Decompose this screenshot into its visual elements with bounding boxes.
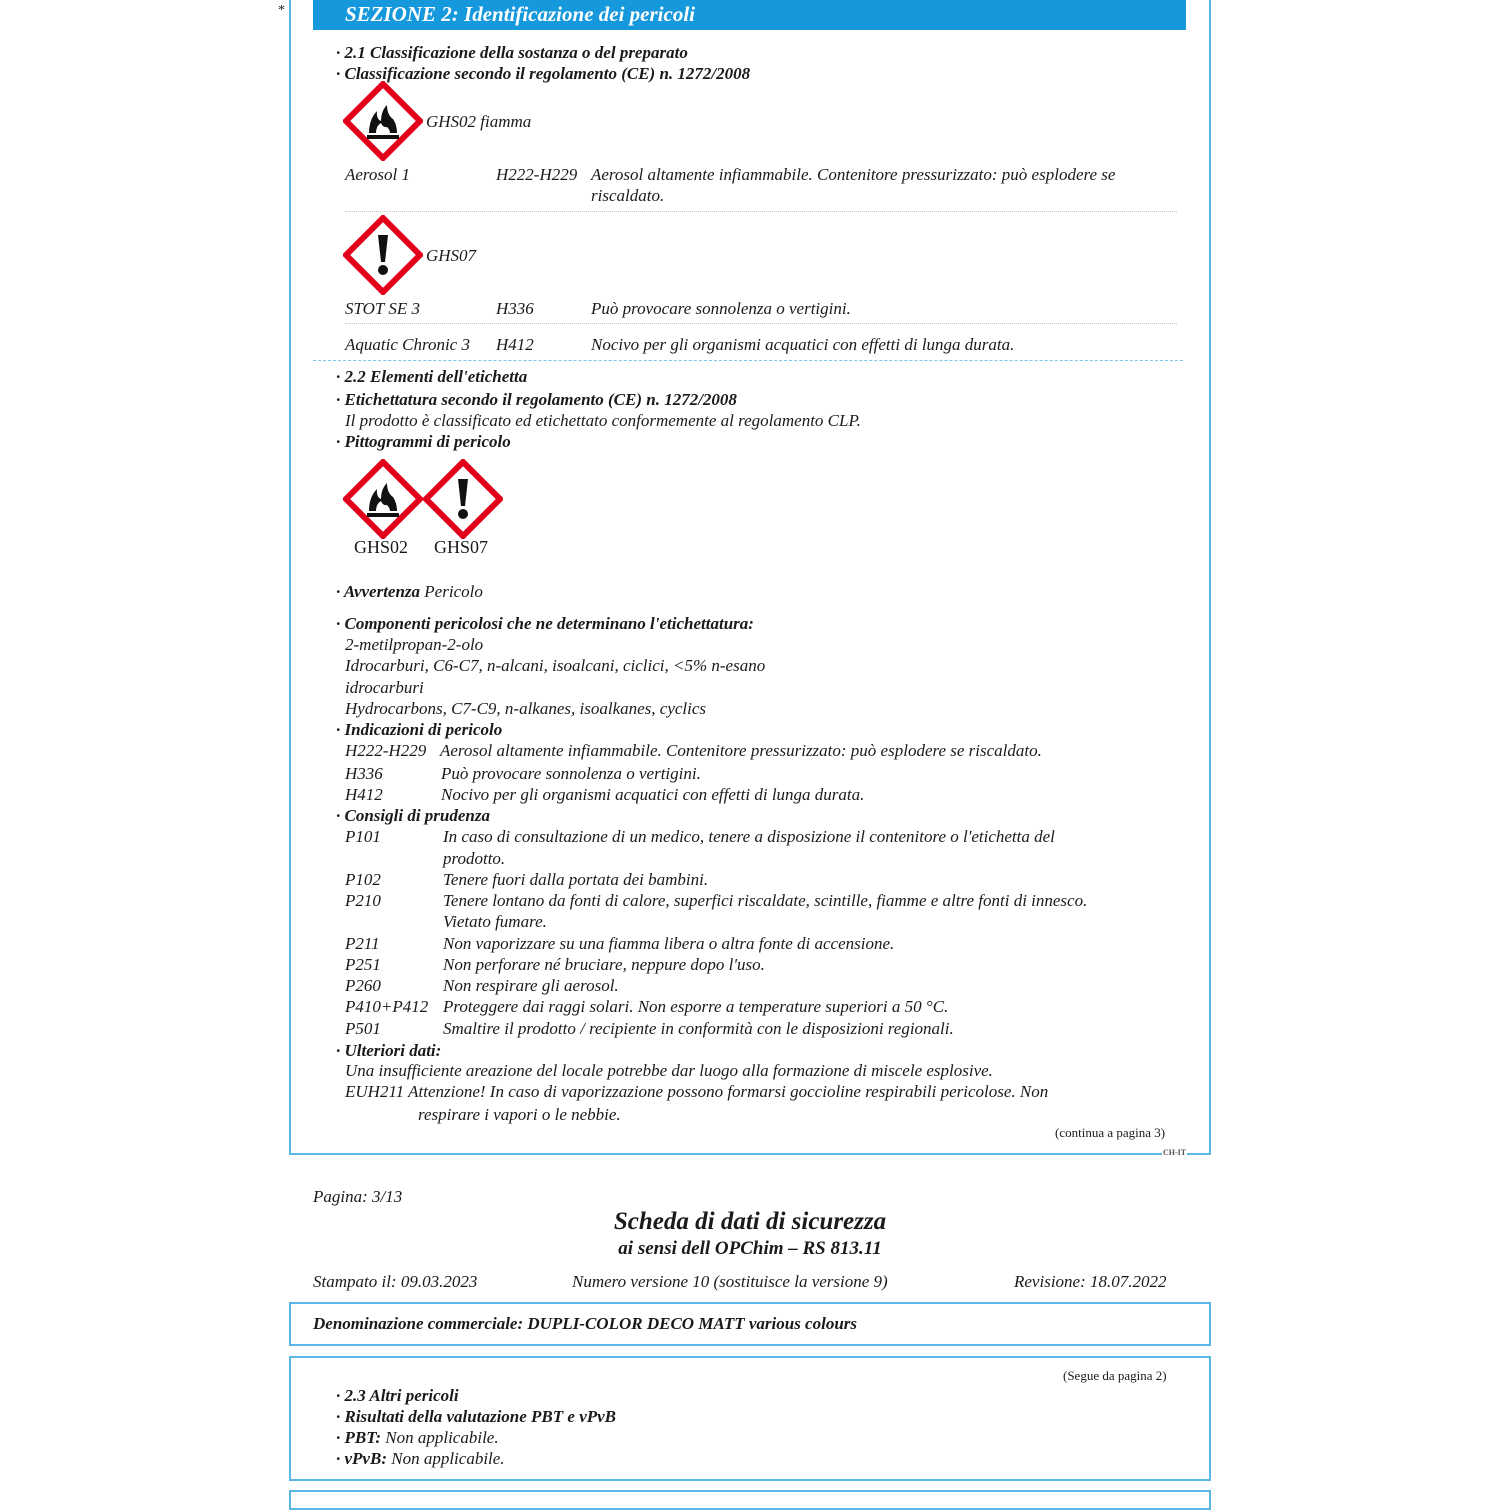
doc-code-mark: CH-IT xyxy=(1163,1148,1187,1157)
classification-category: STOT SE 3 xyxy=(345,299,420,318)
hazard-code: H412 xyxy=(345,785,383,804)
precaution-code: P102 xyxy=(345,870,381,889)
precaution-code: P101 xyxy=(345,827,381,846)
precaution-code: P210 xyxy=(345,891,381,910)
ghs02-flame-icon xyxy=(343,459,423,539)
signal-word-label: · Avvertenza xyxy=(336,582,421,601)
ghs02-label: GHS02 fiamma xyxy=(426,112,532,131)
classification-code: H412 xyxy=(496,335,534,354)
section-2-header: SEZIONE 2: Identificazione dei pericoli xyxy=(313,0,1186,30)
precaution-code: P260 xyxy=(345,976,381,995)
hazard-text: Nocivo per gli organismi acquatici con effetti di lunga durata. xyxy=(441,785,865,804)
classification-code: H222-H229 xyxy=(496,165,578,184)
dashed-divider xyxy=(313,360,1183,361)
precaution-text: Tenere lontano da fonti di calore, superfici riscaldate, scintille, fiamme e altre fonti di innesco. xyxy=(443,891,1088,910)
vpvb-row xyxy=(336,1448,505,1469)
classification-text-cont: riscaldato. xyxy=(591,186,665,205)
precaution-code: P501 xyxy=(345,1019,381,1038)
precaution-text-cont: Vietato fumare. xyxy=(443,912,547,931)
pictogram-label: GHS07 xyxy=(434,537,489,557)
component-item: 2-metilpropan-2-olo xyxy=(345,635,484,654)
document-subtitle: ai sensi dell OPChim – RS 813.11 xyxy=(618,1238,882,1259)
hazard-code: H222-H229 xyxy=(345,741,427,760)
continued-note: (continua a pagina 3) xyxy=(1055,1125,1166,1140)
revision-date: Revisione: 18.07.2022 xyxy=(1014,1272,1167,1291)
precaution-text: Proteggere dai raggi solari. Non esporre a temperature superiori a 50 °C. xyxy=(443,997,949,1016)
labelling-regulation: · Etichettatura secondo il regolamento (CE) n. 1272/2008 xyxy=(336,390,737,409)
dotted-divider xyxy=(345,323,1177,324)
printed-date: Stampato il: 09.03.2023 xyxy=(313,1272,478,1291)
classification-regulation: · Classificazione secondo il regolamento (CE) n. 1272/2008 xyxy=(336,64,751,83)
ghs02-flame-icon xyxy=(343,81,423,161)
precaution-text: Non respirare gli aerosol. xyxy=(443,976,619,995)
euh211-statement-cont: respirare i vapori o le nebbie. xyxy=(418,1105,621,1124)
pictograms-title: · Pittogrammi di pericolo xyxy=(336,432,511,451)
precaution-code: P410+P412 xyxy=(345,997,429,1016)
pictogram-label: GHS02 xyxy=(354,537,409,557)
version-number: Numero versione 10 (sostituisce la versione 9) xyxy=(572,1272,888,1291)
hazard-code: H336 xyxy=(345,764,383,783)
precaution-text: Smaltire il prodotto / recipiente in conformità con le disposizioni regionali. xyxy=(443,1019,954,1038)
from-page-note: (Segue da pagina 2) xyxy=(1063,1368,1167,1383)
trade-name: Denominazione commerciale: DUPLI-COLOR DECO MATT various colours xyxy=(313,1314,858,1333)
classification-text: Nocivo per gli organismi acquatici con effetti di lunga durata. xyxy=(591,335,1015,354)
further-info-title: · Ulteriori dati: xyxy=(336,1041,442,1060)
euh211-statement: EUH211 Attenzione! In caso di vaporizzazione possono formarsi goccioline respirabili pericolose. Non xyxy=(345,1082,1049,1101)
precaution-text: Non vaporizzare su una fiamma libera o altra fonte di accensione. xyxy=(443,934,895,953)
section-2-1-title: · 2.1 Classificazione della sostanza o del preparato xyxy=(336,43,688,62)
section-2-2-title: · 2.2 Elementi dell'etichetta xyxy=(336,367,528,386)
labelling-text: Il prodotto è classificato ed etichettato conformemente al regolamento CLP. xyxy=(345,411,861,430)
next-section-box xyxy=(289,1490,1211,1510)
hazard-statements-title: · Indicazioni di pericolo xyxy=(336,720,503,739)
component-item: Hydrocarbons, C7-C9, n-alkanes, isoalkanes, cyclics xyxy=(345,699,707,718)
change-marker: * xyxy=(278,3,285,18)
precaution-code: P251 xyxy=(345,955,381,974)
signal-word xyxy=(336,581,483,602)
section-2-3-title: · 2.3 Altri pericoli xyxy=(336,1386,459,1405)
further-info-text: Una insufficiente areazione del locale potrebbe dar luogo alla formazione di miscele esplosive. xyxy=(345,1061,993,1080)
dotted-divider xyxy=(345,211,1177,212)
classification-text: Aerosol altamente infiammabile. Contenitore pressurizzato: può esplodere se xyxy=(591,165,1116,184)
pbt-value: Non applicabile. xyxy=(385,1428,499,1447)
hazard-text: Può provocare sonnolenza o vertigini. xyxy=(441,764,701,783)
pbt-row xyxy=(336,1427,499,1448)
hazard-text: Aerosol altamente infiammabile. Contenitore pressurizzato: può esplodere se riscaldato. xyxy=(440,741,1042,760)
precaution-text: Tenere fuori dalla portata dei bambini. xyxy=(443,870,709,889)
vpvb-value: Non applicabile. xyxy=(391,1449,505,1468)
signal-word-value: Pericolo xyxy=(424,582,483,601)
component-item: idrocarburi xyxy=(345,678,424,697)
precaution-code: P211 xyxy=(345,934,380,953)
classification-category: Aerosol 1 xyxy=(345,165,411,184)
vpvb-label: · vPvB: xyxy=(336,1449,387,1468)
ghs07-exclamation-icon xyxy=(343,215,423,295)
document-title: Scheda di dati di sicurezza xyxy=(613,1208,887,1235)
components-title: · Componenti pericolosi che ne determinano l'etichettatura: xyxy=(336,614,754,633)
classification-category: Aquatic Chronic 3 xyxy=(345,335,470,354)
precaution-text-cont: prodotto. xyxy=(443,849,506,868)
ghs07-exclamation-icon xyxy=(423,459,503,539)
pbt-label: · PBT: xyxy=(336,1428,382,1447)
component-item: Idrocarburi, C6-C7, n-alcani, isoalcani, ciclici, <5% n-esano xyxy=(345,656,766,675)
page-number: Pagina: 3/13 xyxy=(313,1187,403,1206)
precaution-text: In caso di consultazione di un medico, tenere a disposizione il contenitore o l'etichetta del xyxy=(443,827,1055,846)
ghs07-label: GHS07 xyxy=(426,246,477,265)
pbt-assessment-title: · Risultati della valutazione PBT e vPvB xyxy=(336,1407,617,1426)
precautionary-title: · Consigli di prudenza xyxy=(336,806,490,825)
precaution-text: Non perforare né bruciare, neppure dopo l'uso. xyxy=(443,955,765,974)
classification-code: H336 xyxy=(496,299,534,318)
classification-text: Può provocare sonnolenza o vertigini. xyxy=(591,299,851,318)
